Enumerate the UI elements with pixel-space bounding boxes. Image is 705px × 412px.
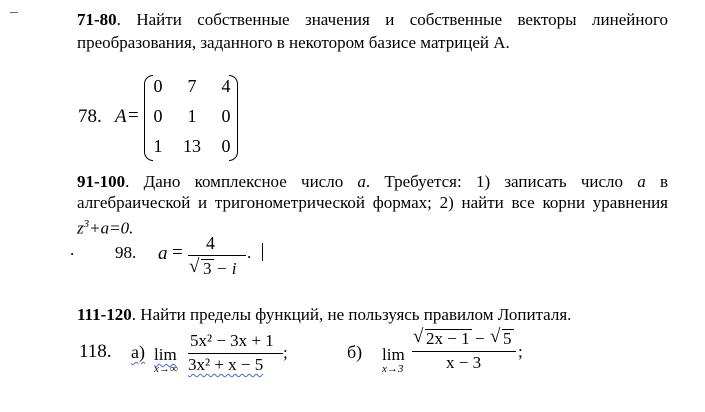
- limit-b-minus: −: [475, 329, 485, 348]
- matrix-cell: 1: [153, 136, 163, 156]
- matrix-cell: 0: [153, 76, 163, 96]
- task-91-100-line2: алгебраической и тригонометрической формах; 2) найти все корни уравнения: [77, 193, 668, 212]
- limit-a-numerator: 5x² − 3x + 1: [190, 331, 274, 350]
- limit-b-radicand-1: 2x − 1: [426, 329, 470, 348]
- variable-z: z: [77, 218, 84, 238]
- equation-rest: +a=0.: [89, 218, 134, 238]
- task-111-120-number: 111-120: [77, 305, 132, 324]
- matrix-cell: 0: [153, 106, 163, 126]
- matrix-cell: 1: [187, 106, 197, 126]
- expression-end: .: [247, 243, 252, 262]
- task-91-100-text: . Требуется: 1) записать число: [365, 172, 638, 191]
- matrix-cell: 4: [221, 76, 231, 96]
- task-91-100-text: . Дано комплексное число: [125, 172, 358, 191]
- sqrt-radicand: 3: [203, 259, 212, 278]
- limit-b-radicand-2: 5: [503, 329, 512, 348]
- sqrt-sign: √: [490, 326, 501, 347]
- stray-dot: .: [70, 240, 75, 259]
- task-71-80-line2: преобразования, заданного в некотором базисе матрицей А.: [77, 33, 510, 52]
- task-91-100-text: в: [645, 172, 668, 191]
- task-111-120: [77, 305, 571, 325]
- text-cursor: [262, 243, 263, 261]
- fraction-numerator: 4: [206, 233, 215, 253]
- denominator-rest: − i: [216, 259, 237, 278]
- complex-variable: a: [158, 243, 168, 264]
- limit-b-end: ;: [518, 342, 523, 361]
- limit-b: lim: [382, 345, 405, 364]
- limit-a: lim: [154, 345, 177, 364]
- limit-b-subscript: x→3: [382, 363, 404, 375]
- sqrt-sign: √: [413, 326, 424, 347]
- task-91-100-number: 91-100: [77, 172, 126, 191]
- limit-a-end: ;: [283, 343, 288, 362]
- task-71-80-text: . Найти собственные значения и собственные векторы линейного: [116, 10, 668, 29]
- limit-b-fraction-bar: [412, 351, 516, 352]
- variable-a: a: [637, 172, 646, 191]
- limit-a-denominator: 3x² + x − 5: [188, 355, 264, 374]
- variable-a: a: [357, 172, 366, 191]
- task-91-100-line3: [77, 214, 133, 239]
- limit-b-denominator: x − 3: [446, 353, 482, 372]
- sqrt-sign: √: [189, 256, 200, 277]
- task-71-80-line1: [77, 10, 668, 30]
- exponent: 3: [83, 218, 90, 230]
- example-118-label: 118.: [79, 341, 112, 362]
- task-111-120-text: . Найти пределы функций, не пользуясь правилом Лопиталя.: [131, 305, 572, 324]
- equals-sign: =: [128, 105, 139, 126]
- limit-a-fraction-bar: [188, 353, 283, 354]
- margin-mark: [10, 12, 18, 13]
- example-78-label: 78.: [78, 106, 102, 127]
- part-a-label: а): [131, 342, 145, 362]
- equals-sign: =: [172, 242, 183, 263]
- matrix-cell: 0: [221, 136, 231, 156]
- task-91-100-line1: [77, 172, 668, 192]
- task-71-80-number: 71-80: [77, 10, 117, 29]
- matrix-cell: 0: [221, 106, 231, 126]
- limit-a-subscript: x→∞: [154, 363, 178, 375]
- part-b-label: б): [347, 342, 363, 362]
- example-98-label: 98.: [115, 243, 137, 262]
- matrix-variable: A: [115, 106, 127, 127]
- matrix-cell: 13: [183, 136, 201, 156]
- matrix-cell: 7: [187, 76, 197, 96]
